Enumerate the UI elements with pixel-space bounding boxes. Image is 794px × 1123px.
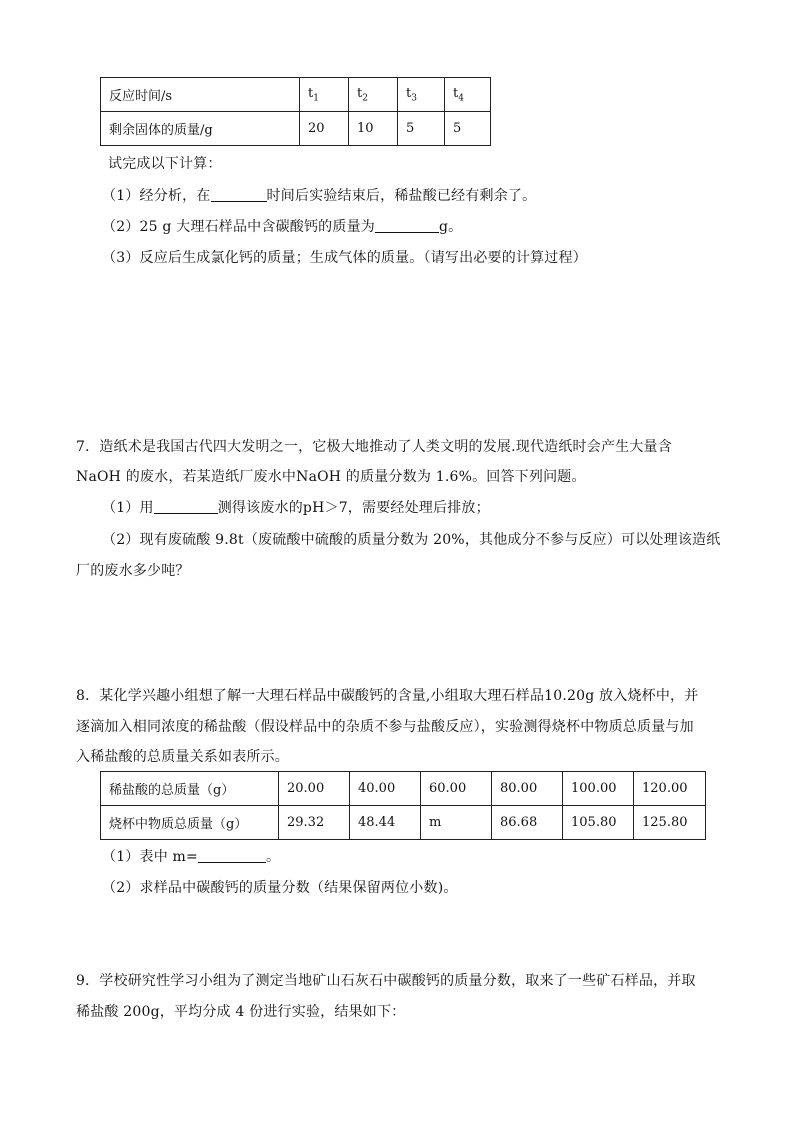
reaction-time-table — [100, 77, 491, 146]
table-cell: $t_1$ — [300, 78, 349, 112]
table-cell: 40.00 — [350, 772, 421, 806]
table-cell: 稀盐酸的总质量（g） — [101, 772, 279, 806]
table-cell: 29.32 — [279, 806, 350, 840]
q8-part1 — [102, 846, 280, 866]
table-cell: 5 — [445, 112, 491, 146]
q7-part2-line1: （2）现有废硫酸 9.8t（废硫酸中硫酸的质量分数为 20%，其他成分不参与反应）可以处理该造纸 — [102, 532, 721, 548]
table-cell: 125.80 — [634, 806, 706, 840]
table-cell: 100.00 — [563, 772, 634, 806]
q6-part2-text-a: （2）25 g 大理石样品中含碳酸钙的质量为 — [102, 219, 375, 235]
q8-line3: 入稀盐酸的总质量关系如表所示。 — [76, 749, 289, 765]
table-cell: $t_2$ — [349, 78, 398, 112]
table-cell: 86.68 — [492, 806, 563, 840]
table-cell: $t_3$ — [398, 78, 445, 112]
q6-part3: （3）反应后生成氯化钙的质量；生成气体的质量。（请写出必要的计算过程） — [102, 250, 587, 266]
table-cell: 反应时间/s — [101, 78, 300, 112]
answer-blank[interactable] — [211, 187, 267, 202]
q7-part1-text-b: 测得该废水的pH＞7，需要经处理后排放； — [217, 500, 490, 516]
q6-part2-text-b: g。 — [438, 219, 463, 235]
q7-part2-line2: 厂的废水多少吨？ — [76, 563, 190, 579]
table-cell: 烧杯中物质总质量（g） — [101, 806, 279, 840]
table-cell: 60.00 — [421, 772, 492, 806]
answer-blank[interactable] — [375, 218, 439, 233]
q6-part1 — [102, 185, 536, 205]
table-cell: 10 — [349, 112, 398, 146]
q9-line2: 稀盐酸 200g，平均分成 4 份进行实验，结果如下： — [76, 1004, 406, 1020]
q6-part1-text-b: 时间后实验结束后，稀盐酸已经有剩余了。 — [266, 188, 537, 204]
q9-line1: 9．学校研究性学习小组为了测定当地矿山石灰石中碳酸钙的质量分数，取来了一些矿石样品，并取 — [76, 973, 696, 989]
table-row — [101, 806, 706, 840]
q8-part2: （2）求样品中碳酸钙的质量分数（结果保留两位小数)。 — [102, 880, 458, 896]
q7-part1 — [102, 497, 490, 517]
answer-blank[interactable] — [198, 848, 266, 863]
table-cell: 80.00 — [492, 772, 563, 806]
q8-line2: 逐滴加入相同浓度的稀盐酸（假设样品中的杂质不参与盐酸反应），实验测得烧杯中物质总质量与加 — [76, 719, 694, 735]
table-row — [101, 78, 491, 112]
table-cell: 20.00 — [279, 772, 350, 806]
q7-line1: 7．造纸术是我国古代四大发明之一，它极大地推动了人类文明的发展.现代造纸时会产生大量含 — [76, 439, 672, 455]
q6-part2 — [102, 216, 462, 236]
q7-line2: NaOH 的废水，若某造纸厂废水中NaOH 的质量分数为 1.6%。回答下列问题。 — [76, 469, 586, 485]
q6-part1-text-a: （1）经分析，在 — [102, 188, 211, 204]
table-row — [101, 112, 491, 146]
table-cell: 20 — [300, 112, 349, 146]
answer-blank[interactable] — [154, 499, 218, 514]
table-cell: 剩余固体的质量/g — [101, 112, 300, 146]
table-cell: $t_4$ — [445, 78, 491, 112]
table-row — [101, 772, 706, 806]
q8-line1: 8．某化学兴趣小组想了解一大理石样品中碳酸钙的含量,小组取大理石样品10.20g 放入烧杯中，并 — [76, 688, 699, 704]
table-cell: 5 — [398, 112, 445, 146]
table-cell: 120.00 — [634, 772, 706, 806]
table-cell: 48.44 — [350, 806, 421, 840]
q8-part1-text-b: 。 — [265, 849, 281, 865]
q6-intro: 试完成以下计算： — [108, 156, 222, 172]
table-cell: m — [421, 806, 492, 840]
hydrochloric-acid-table — [100, 771, 706, 840]
q8-part1-text-a: （1）表中 m= — [102, 849, 198, 865]
q7-part1-text-a: （1）用 — [102, 500, 154, 516]
table-cell: 105.80 — [563, 806, 634, 840]
